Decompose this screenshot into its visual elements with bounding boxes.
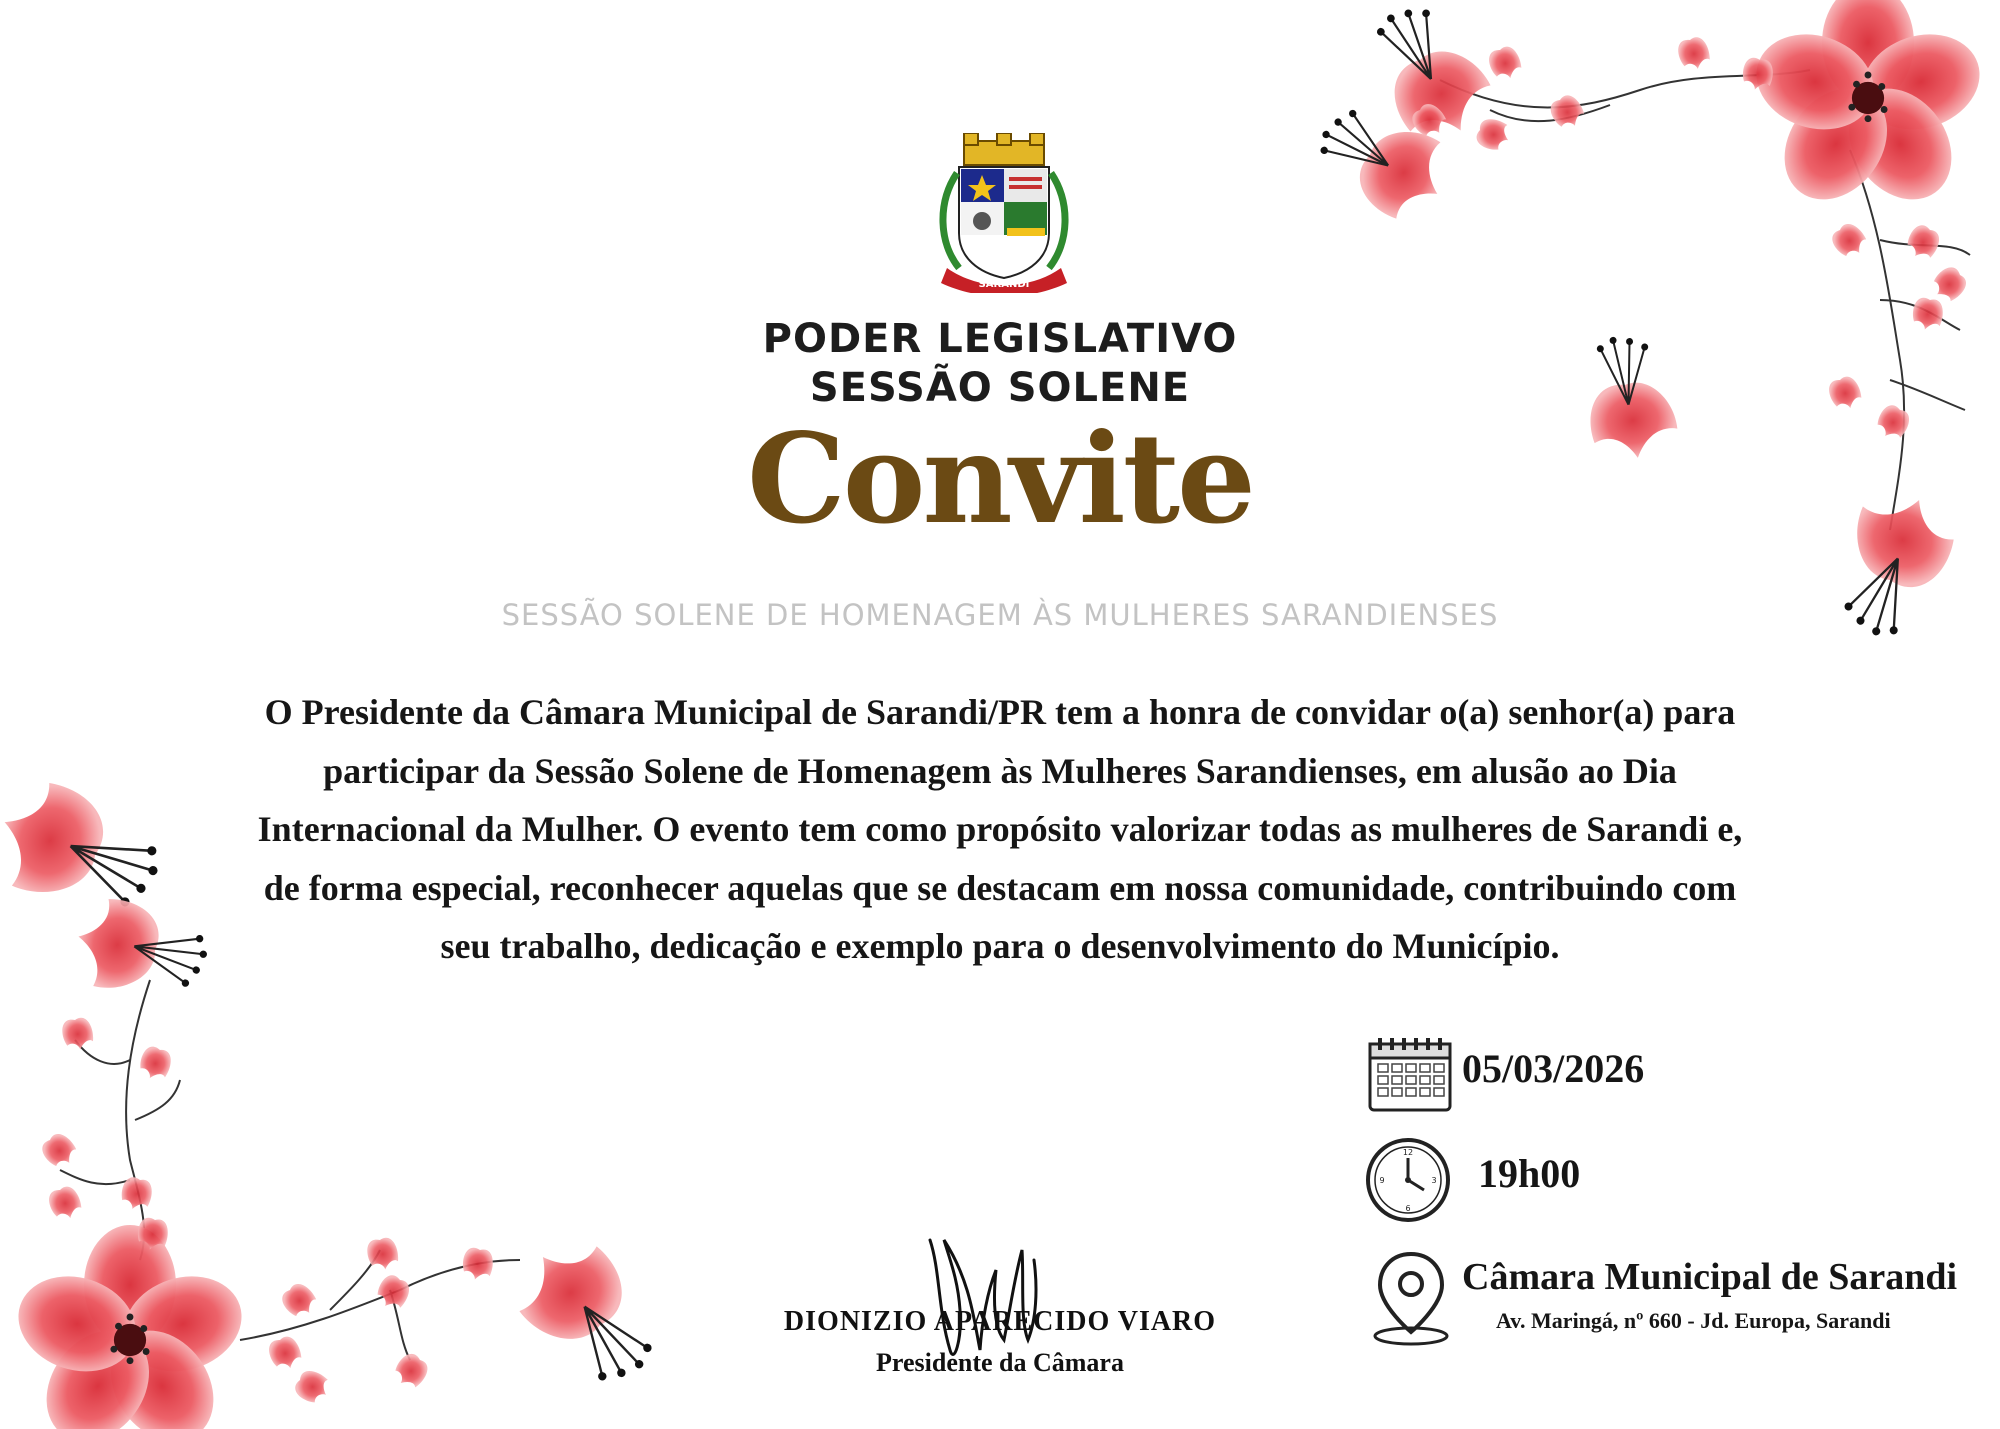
event-subtitle: SESSÃO SOLENE DE HOMENAGEM ÀS MULHERES SARANDIENSES <box>501 598 1499 632</box>
svg-text:6: 6 <box>1405 1204 1411 1213</box>
handwritten-signature <box>910 1200 1050 1370</box>
invitation-body <box>170 683 1830 976</box>
svg-text:9: 9 <box>1379 1176 1385 1185</box>
body-line: O Presidente da Câmara Municipal de Sarandi/PR tem a honra de convidar o(a) senhor(a) para <box>264 692 1736 732</box>
event-place-address: Av. Maringá, nº 660 - Jd. Europa, Sarandi <box>1496 1308 1891 1333</box>
body-line: Internacional da Mulher. O evento tem como propósito valorizar todas as mulheres de Sarandi e, <box>257 809 1743 849</box>
clock-icon <box>1364 1136 1452 1224</box>
body-line: seu trabalho, dedicação e exemplo para o desenvolvimento do Município. <box>440 926 1560 966</box>
body-line: de forma especial, reconhecer aquelas que se destacam em nossa comunidade, contribuindo com <box>263 867 1737 908</box>
calendar-icon <box>1364 1034 1456 1118</box>
header-line-1: PODER LEGISLATIVO <box>762 316 1238 362</box>
header-line-2: SESSÃO SOLENE <box>809 365 1191 411</box>
municipal-crest-icon <box>929 133 1079 293</box>
event-place-name: Câmara Municipal de Sarandi <box>1462 1256 1958 1298</box>
event-date: 05/03/2026 <box>1462 1046 1645 1091</box>
signer-name: DIONIZIO APARECIDO VIARO <box>783 1306 1217 1337</box>
event-time: 19h00 <box>1478 1151 1581 1196</box>
signer-role: Presidente da Câmara <box>876 1348 1124 1377</box>
svg-text:12: 12 <box>1402 1148 1414 1157</box>
crest-banner-text: SARANDI <box>978 279 1030 290</box>
svg-text:3: 3 <box>1431 1176 1437 1185</box>
location-pin-icon <box>1368 1248 1454 1348</box>
body-line: participar da Sessão Solene de Homenagem às Mulheres Sarandienses, em alusão ao Dia <box>323 750 1677 791</box>
page-title: Convite <box>747 407 1253 552</box>
